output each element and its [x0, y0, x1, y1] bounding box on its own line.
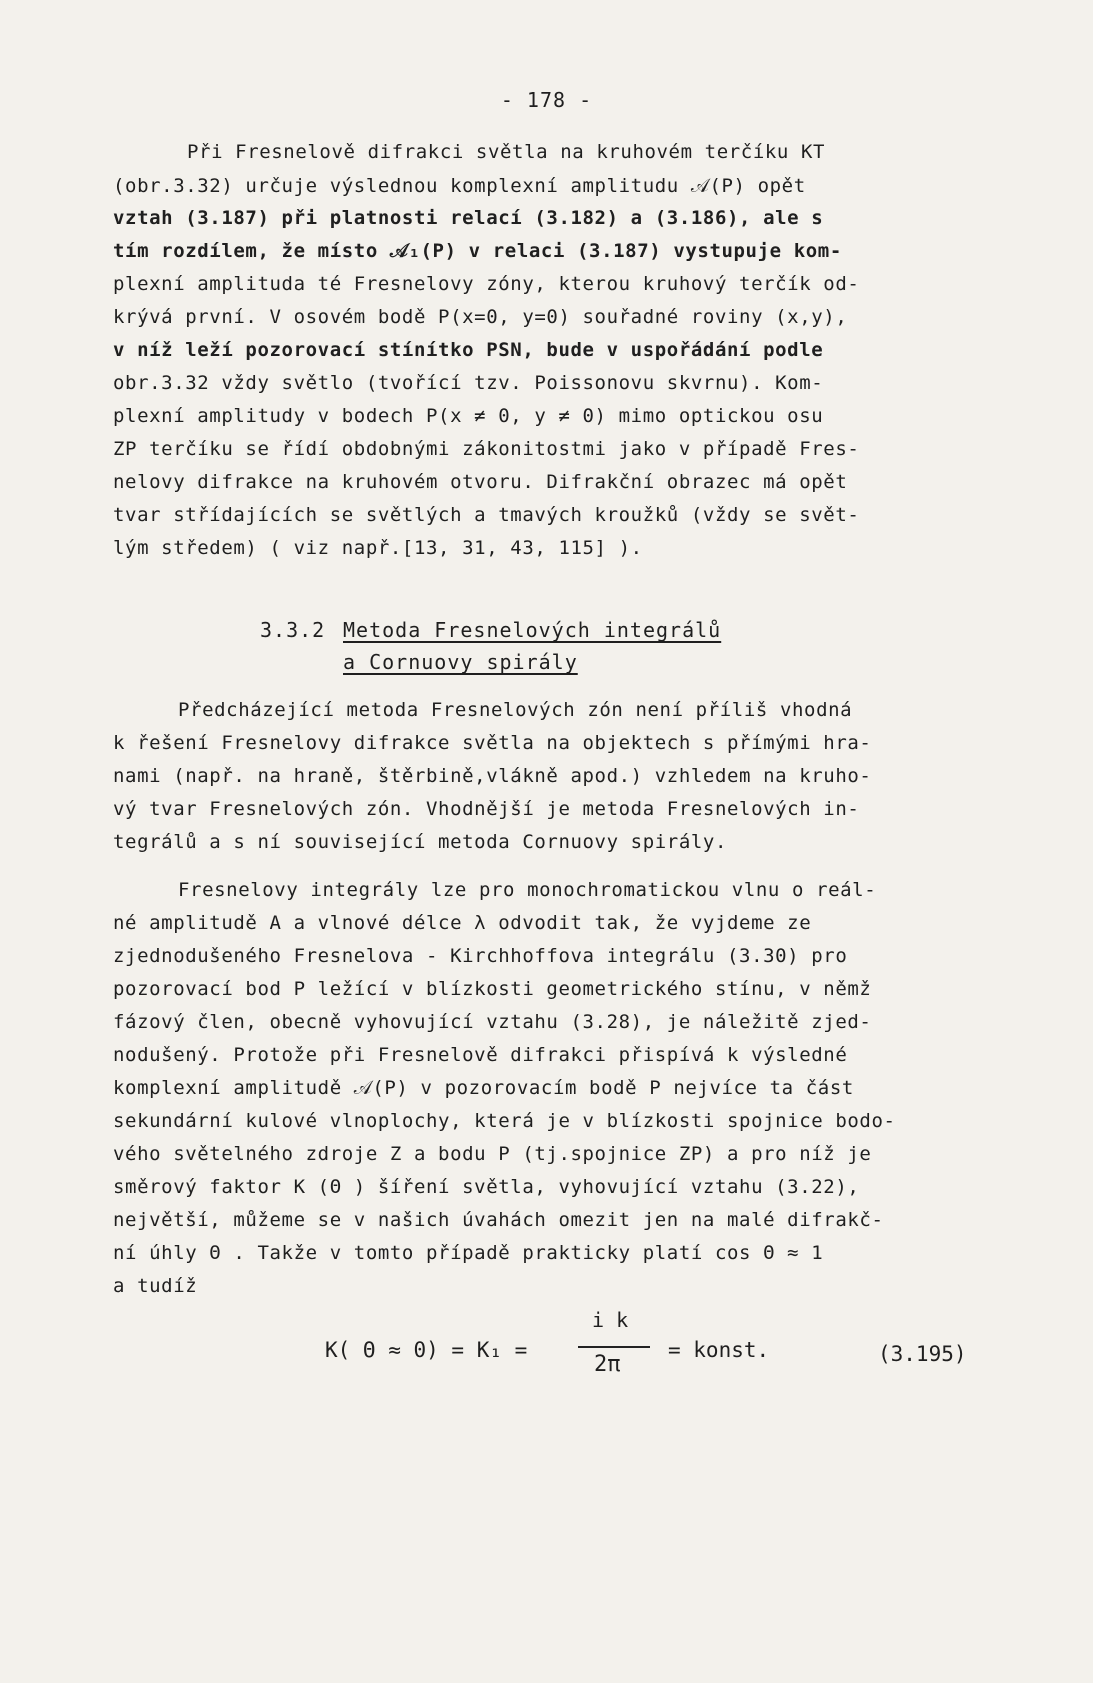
text-line: směrový faktor K (Θ ) šíření světla, vyhovující vztahu (3.22),	[113, 1176, 860, 1198]
equation-rhs: = konst.	[668, 1338, 770, 1362]
text-line: a tudíž	[113, 1275, 198, 1297]
equation-numerator: i k	[592, 1308, 629, 1332]
page-number: - 178 -	[500, 88, 593, 112]
text-line: v níž leží pozorovací stínítko PSN, bude v uspořádání podle	[113, 339, 824, 361]
text-line: tvar střídajících se světlých a tmavých kroužků (vždy se svět-	[113, 504, 860, 526]
text-line: vý tvar Fresnelových zón. Vhodnější je metoda Fresnelových in-	[113, 798, 860, 820]
text-line: plexní amplituda té Fresnelovy zóny, kterou kruhový terčík od-	[113, 273, 860, 295]
text-line: ní úhly Θ . Takže v tomto případě prakticky platí cos Θ ≈ 1	[113, 1242, 824, 1264]
text-line: Předcházející metoda Fresnelových zón není příliš vhodná	[178, 699, 853, 721]
section-title-line-2: a Cornuovy spirály	[343, 650, 578, 674]
equation-denominator: 2π	[594, 1352, 621, 1377]
text-line: (obr.3.32) určuje výslednou komplexní amplitudu 𝒜(P) opět	[113, 175, 806, 197]
text-line: největší, můžeme se v našich úvahách omezit jen na malé difrakč-	[113, 1209, 884, 1231]
text-line: tegrálů a s ní související metoda Cornuovy spirály.	[113, 831, 727, 853]
equation-lhs: K( Θ ≈ 0) = K₁ =	[325, 1338, 528, 1362]
text-line: krývá první. V osovém bodě P(x=0, y=0) souřadné roviny (x,y),	[113, 306, 848, 328]
text-line: nami (např. na hraně, štěrbině,vlákně apod.) vzhledem na kruho-	[113, 765, 872, 787]
text-line: lým středem) ( viz např.[13, 31, 43, 115] ).	[113, 537, 643, 559]
text-line: pozorovací bod P ležící v blízkosti geometrického stínu, v němž	[113, 978, 872, 1000]
text-line: fázový člen, obecně vyhovující vztahu (3.28), je náležitě zjed-	[113, 1011, 872, 1033]
text-line: k řešení Fresnelovy difrakce světla na objektech s přímými hra-	[113, 732, 872, 754]
text-line: ZP terčíku se řídí obdobnými zákonitostmi jako v případě Fres-	[113, 438, 860, 460]
section-number: 3.3.2	[260, 618, 326, 642]
text-line: Fresnelovy integrály lze pro monochromatickou vlnu o reál-	[178, 879, 877, 901]
text-line: plexní amplitudy v bodech P(x ≠ 0, y ≠ 0) mimo optickou osu	[113, 405, 824, 427]
section-title-line-1: Metoda Fresnelových integrálů	[343, 618, 722, 642]
text-line: tím rozdílem, že místo 𝒜₁(P) v relaci (3.187) vystupuje kom-	[113, 240, 842, 262]
text-line: sekundární kulové vlnoplochy, která je v blízkosti spojnice bodo-	[113, 1110, 896, 1132]
text-line: né amplitudě A a vlnové délce λ odvodit tak, že vyjdeme ze	[113, 912, 812, 934]
text-line: vého světelného zdroje Z a bodu P (tj.spojnice ZP) a pro níž je	[113, 1143, 872, 1165]
equation-label: (3.195)	[878, 1342, 967, 1366]
text-line: nodušený. Protože při Fresnelově difrakci přispívá k výsledné	[113, 1044, 848, 1066]
text-line: vztah (3.187) při platnosti relací (3.182) a (3.186), ale s	[113, 207, 824, 229]
text-line: Při Fresnelově difrakci světla na kruhovém terčíku KT	[187, 141, 826, 163]
text-line: obr.3.32 vždy světlo (tvořící tzv. Poissonovu skvrnu). Kom-	[113, 372, 824, 394]
text-line: nelovy difrakce na kruhovém otvoru. Difrakční obrazec má opět	[113, 471, 848, 493]
fraction-bar	[578, 1346, 650, 1348]
text-line: komplexní amplitudě 𝒜(P) v pozorovacím bodě P nejvíce ta část	[113, 1077, 854, 1099]
text-line: zjednodušeného Fresnelova - Kirchhoffova integrálu (3.30) pro	[113, 945, 848, 967]
